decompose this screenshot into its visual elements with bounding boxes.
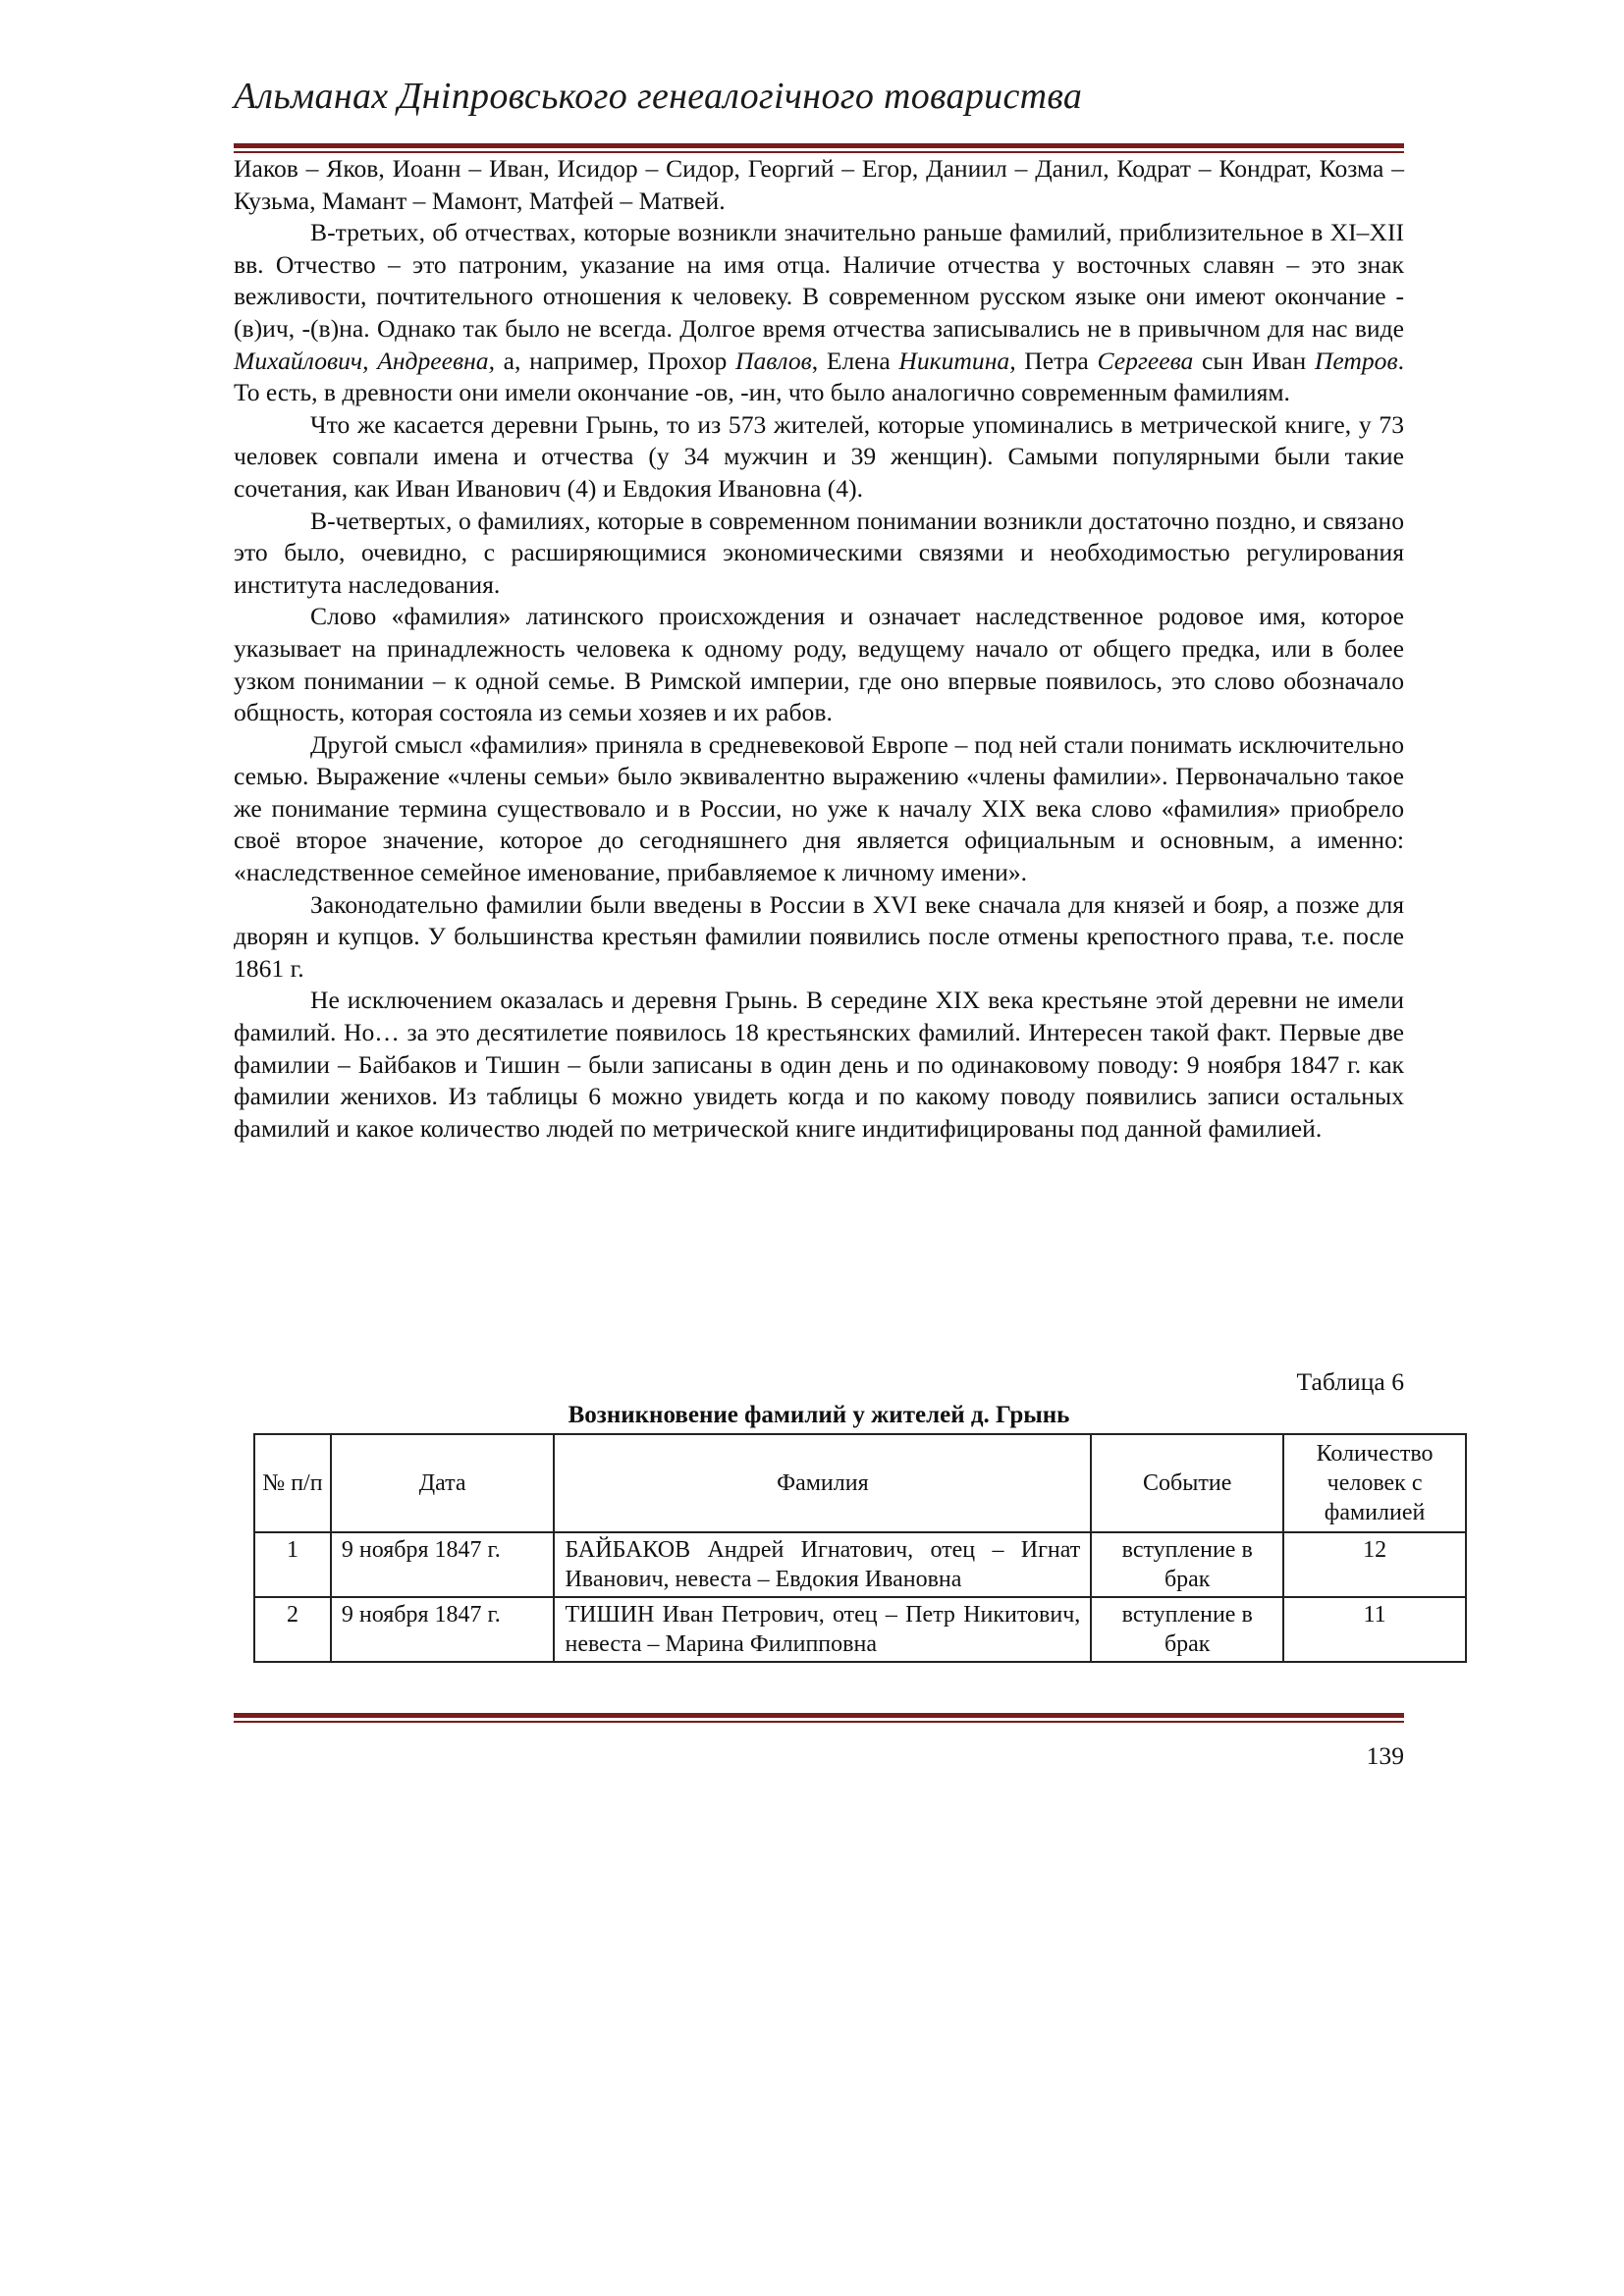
- table-cell: 9 ноября 1847 г.: [331, 1597, 555, 1662]
- table-cell: 1: [254, 1532, 331, 1597]
- table-cell: 2: [254, 1597, 331, 1662]
- journal-title: Альманах Дніпровського генеалогічного товариства: [234, 76, 1083, 117]
- table-row: [254, 1532, 1466, 1597]
- article-body: [234, 153, 1404, 1145]
- surname-table: [253, 1433, 1467, 1663]
- table-cell: вступление в брак: [1091, 1532, 1283, 1597]
- table-row: [254, 1597, 1466, 1662]
- paragraph: В-четвертых, о фамилиях, которые в современном понимании возникли достаточно поздно, и связано это было, очевидно, с расширяющимися экономическими связями и необходимостью регулирования института наследования.: [234, 506, 1404, 599]
- table-header-cell: Фамилия: [554, 1434, 1091, 1532]
- paragraph: В-третьих, об отчествах, которые возникли значительно раньше фамилий, приблизительное в XI–XII вв. Отчество – это патроним, указание на имя отца. Наличие отчества у восточных славян – это знак вежливости, почтительного отношения к человеку. В современном русском языке они имеют окончание -(в)ич, -(в)на. Однако так было не всегда. Долгое время отчества записывались не в привычном для нас виде Михайлович, Андреевна, а, например, Прохор Павлов, Елена Никитина, Петра Сергеева сын Иван Петров. То есть, в древности они имели окончание -ов, -ин, что было аналогично современным фамилиям.: [234, 218, 1404, 407]
- table-cell: 9 ноября 1847 г.: [331, 1532, 555, 1597]
- header-divider: [234, 143, 1404, 153]
- table-cell: БАЙБАКОВ Андрей Игнатович, отец – Игнат Иванович, невеста – Евдокия Ивановна: [554, 1532, 1091, 1597]
- table-header-cell: Количество человек с фамилией: [1283, 1434, 1466, 1532]
- paragraph: Другой смысл «фамилия» приняла в средневековой Европе – под ней стали понимать исключительно семью. Выражение «члены семьи» было эквивалентно выражению «члены фамилии». Первоначально такое же понимание термина существовало и в России, но уже к началу XIX века слово «фамилия» приобрело своё второе значение, которое до сегодняшнего дня является официальным и основным, а именно: «наследственное семейное именование, прибавляемое к личному имени».: [234, 729, 1404, 887]
- table-cell: вступление в брак: [1091, 1597, 1283, 1662]
- paragraph: Что же касается деревни Грынь, то из 573 жителей, которые упоминались в метрической книге, у 73 человек совпали имена и отчества (у 34 мужчин и 39 женщин). Самыми популярными были такие сочетания, как Иван Иванович (4) и Евдокия Ивановна (4).: [234, 409, 1404, 503]
- paragraph: Слово «фамилия» латинского происхождения и означает наследственное родовое имя, которое указывает на принадлежность человека к одному роду, ведущему начало от общего предка, или в более узком понимании – к одной семье. В Римской империи, где оно впервые появилось, это слово обозначало общность, которая состояла из семьи хозяев и их рабов.: [234, 602, 1404, 727]
- table-header-row: [254, 1434, 1466, 1532]
- table-label: Таблица 6: [1296, 1367, 1404, 1396]
- page-number: 139: [1366, 1741, 1404, 1770]
- table-cell: ТИШИН Иван Петрович, отец – Петр Никитович, невеста – Марина Филипповна: [554, 1597, 1091, 1662]
- table-cell: 12: [1283, 1532, 1466, 1597]
- paragraph: Законодательно фамилии были введены в России в XVI веке сначала для князей и бояр, а позже для дворян и купцов. У большинства крестьян фамилии появились после отмены крепостного права, т.е. после 1861 г.: [234, 889, 1404, 983]
- paragraph: Иаков – Яков, Иоанн – Иван, Исидор – Сидор, Георгий – Егор, Даниил – Данил, Кодрат – Кондрат, Козма – Кузьма, Мамант – Мамонт, Матфей – Матвей.: [234, 154, 1404, 215]
- table-header-cell: Событие: [1091, 1434, 1283, 1532]
- table-header-cell: Дата: [331, 1434, 555, 1532]
- paragraph: Не исключением оказалась и деревня Грынь. В середине XIX века крестьяне этой деревни не имели фамилий. Но… за это десятилетие появилось 18 крестьянских фамилий. Интересен такой факт. Первые две фамилии – Байбаков и Тишин – были записаны в один день и по одинаковому поводу: 9 ноября 1847 г. как фамилии женихов. Из таблицы 6 можно увидеть когда и по какому поводу появились записи остальных фамилий и какое количество людей по метрической книге индитифицированы под данной фамилией.: [234, 986, 1404, 1143]
- table-cell: 11: [1283, 1597, 1466, 1662]
- table-title: Возникновение фамилий у жителей д. Грынь: [568, 1402, 1070, 1428]
- table-header-cell: № п/п: [254, 1434, 331, 1532]
- footer-divider: [234, 1713, 1404, 1723]
